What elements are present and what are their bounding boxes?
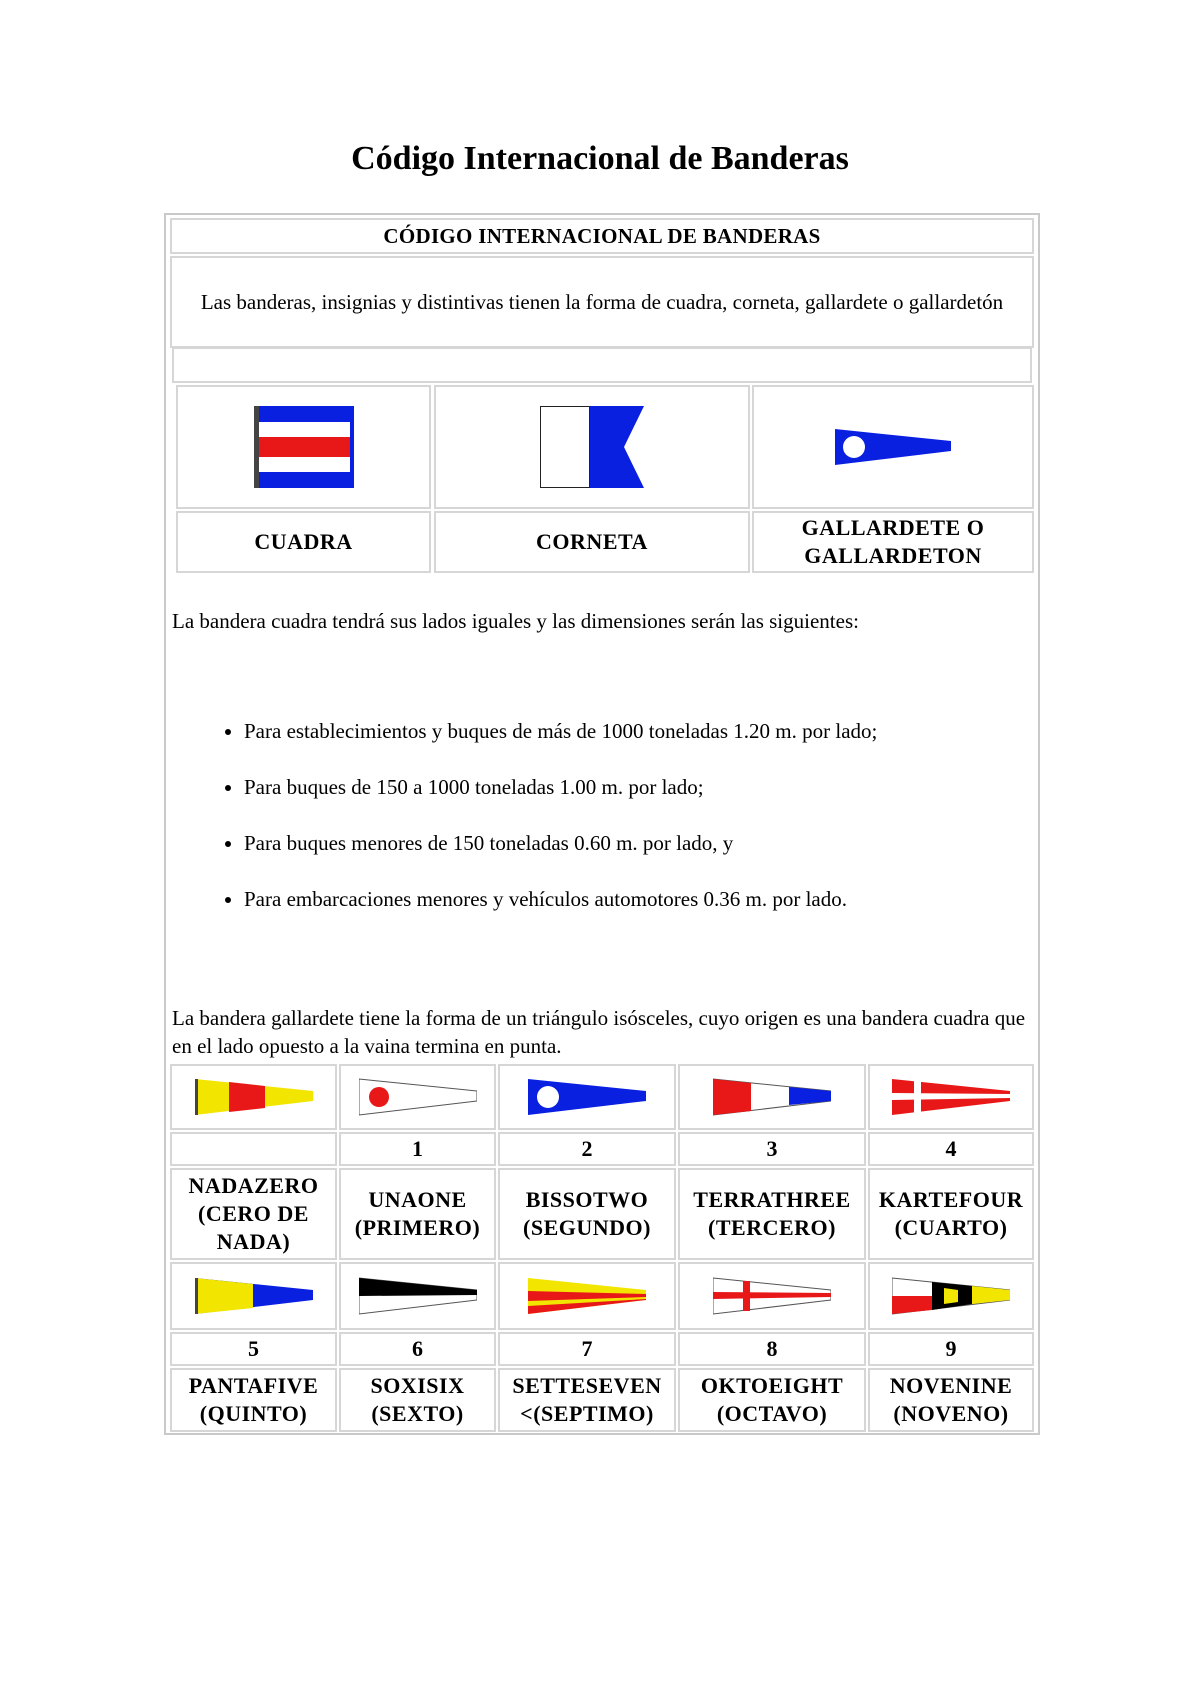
pennant-cell-four: [868, 1064, 1034, 1130]
pennant-name: UNAONE (PRIMERO): [339, 1168, 496, 1260]
dimension-list: [172, 717, 1104, 941]
pennant-five-icon: [195, 1276, 313, 1316]
list-item: • Para buques menores de 150 toneladas 0.60 m. por lado, y: [244, 829, 1104, 885]
flag-type-cell-gallardete: [752, 385, 1034, 509]
pennant-number: 7: [498, 1332, 676, 1366]
pennant-number: 1: [339, 1132, 496, 1166]
pennant-cell-six: [339, 1262, 496, 1330]
pennant-seven-icon: [528, 1276, 646, 1316]
pennant-cell-two: [498, 1064, 676, 1130]
pennant-eight-icon: [713, 1276, 831, 1316]
pennant-cell-one: [339, 1064, 496, 1130]
flag-type-cell-corneta: [434, 385, 750, 509]
flag-type-name: GALLARDETE O GALLARDETON: [801, 515, 985, 568]
pennant-number: 6: [339, 1332, 496, 1366]
pennant-two-icon: [528, 1077, 646, 1117]
pennant-six-icon: [359, 1276, 477, 1316]
page-title: Código Internacional de Banderas: [351, 140, 849, 177]
pennant-number: 4: [868, 1132, 1034, 1166]
pennant-three-icon: [713, 1077, 831, 1117]
swallowtail-flag-icon: [540, 406, 644, 488]
list-item: • Para embarcaciones menores y vehículos automotores 0.36 m. por lado.: [244, 885, 1104, 941]
list-item: • Para establecimientos y buques de más de 1000 toneladas 1.20 m. por lado;: [244, 717, 1104, 773]
pennant-description: La bandera gallardete tiene la forma de un triángulo isósceles, cuyo origen es una bandera cuadra que en el lado opuesto a la vaina termina en punta.: [172, 1006, 1026, 1058]
empty-row: [172, 347, 1032, 383]
pennant-number: 9: [868, 1332, 1034, 1366]
pennant-cell-eight: [678, 1262, 866, 1330]
intro-text: Las banderas, insignias y distintivas tienen la forma de cuadra, corneta, gallardete o gallardetón: [200, 290, 1004, 314]
table-header: [170, 218, 1034, 254]
pennant-cell-seven: [498, 1262, 676, 1330]
pennant-cell-three: [678, 1064, 866, 1130]
table-header-text: CÓDIGO INTERNACIONAL DE BANDERAS: [383, 223, 821, 248]
flag-type-label-corneta: [434, 511, 750, 573]
pennant-name: PANTAFIVE (QUINTO): [170, 1368, 337, 1432]
intro-cell: [170, 256, 1034, 348]
pennant-name: OKTOEIGHT (OCTAVO): [678, 1368, 866, 1432]
pennant-one-icon: [359, 1077, 477, 1117]
pennant-flag-icon: [835, 427, 951, 467]
pennant-name: KARTEFOUR (CUARTO): [868, 1168, 1034, 1260]
flag-type-label-cuadra: [176, 511, 431, 573]
pennant-number: 8: [678, 1332, 866, 1366]
flag-type-name: CUADRA: [254, 529, 353, 554]
pennant-cell-five: [170, 1262, 337, 1330]
pennant-name: SETTESEVEN <(SEPTIMO): [498, 1368, 676, 1432]
pennant-number: 2: [498, 1132, 676, 1166]
flag-type-label-gallardete: [752, 511, 1034, 573]
square-flag-icon: [254, 406, 354, 488]
pennant-name: BISSOTWO (SEGUNDO): [498, 1168, 676, 1260]
pennant-number: 5: [170, 1332, 337, 1366]
pennant-name: TERRATHREE (TERCERO): [678, 1168, 866, 1260]
flag-type-name: CORNETA: [536, 529, 648, 554]
pennant-cell-nine: [868, 1262, 1034, 1330]
pennant-four-icon: [892, 1077, 1010, 1117]
pennant-name: SOXISIX (SEXTO): [339, 1368, 496, 1432]
pennant-number: 3: [678, 1132, 866, 1166]
flag-type-cell-cuadra: [176, 385, 431, 509]
list-item: • Para buques de 150 a 1000 toneladas 1.00 m. por lado;: [244, 773, 1104, 829]
pennant-cell-zero: [170, 1064, 337, 1130]
square-flag-description: La bandera cuadra tendrá sus lados iguales y las dimensiones serán las siguientes:: [172, 609, 859, 633]
pennant-number: [170, 1132, 337, 1166]
pennant-name: NOVENINE (NOVENO): [868, 1368, 1034, 1432]
pennant-nine-icon: [892, 1276, 1010, 1316]
pennant-name: NADAZERO (CERO DE NADA): [170, 1168, 337, 1260]
pennant-zero-icon: [195, 1077, 313, 1117]
